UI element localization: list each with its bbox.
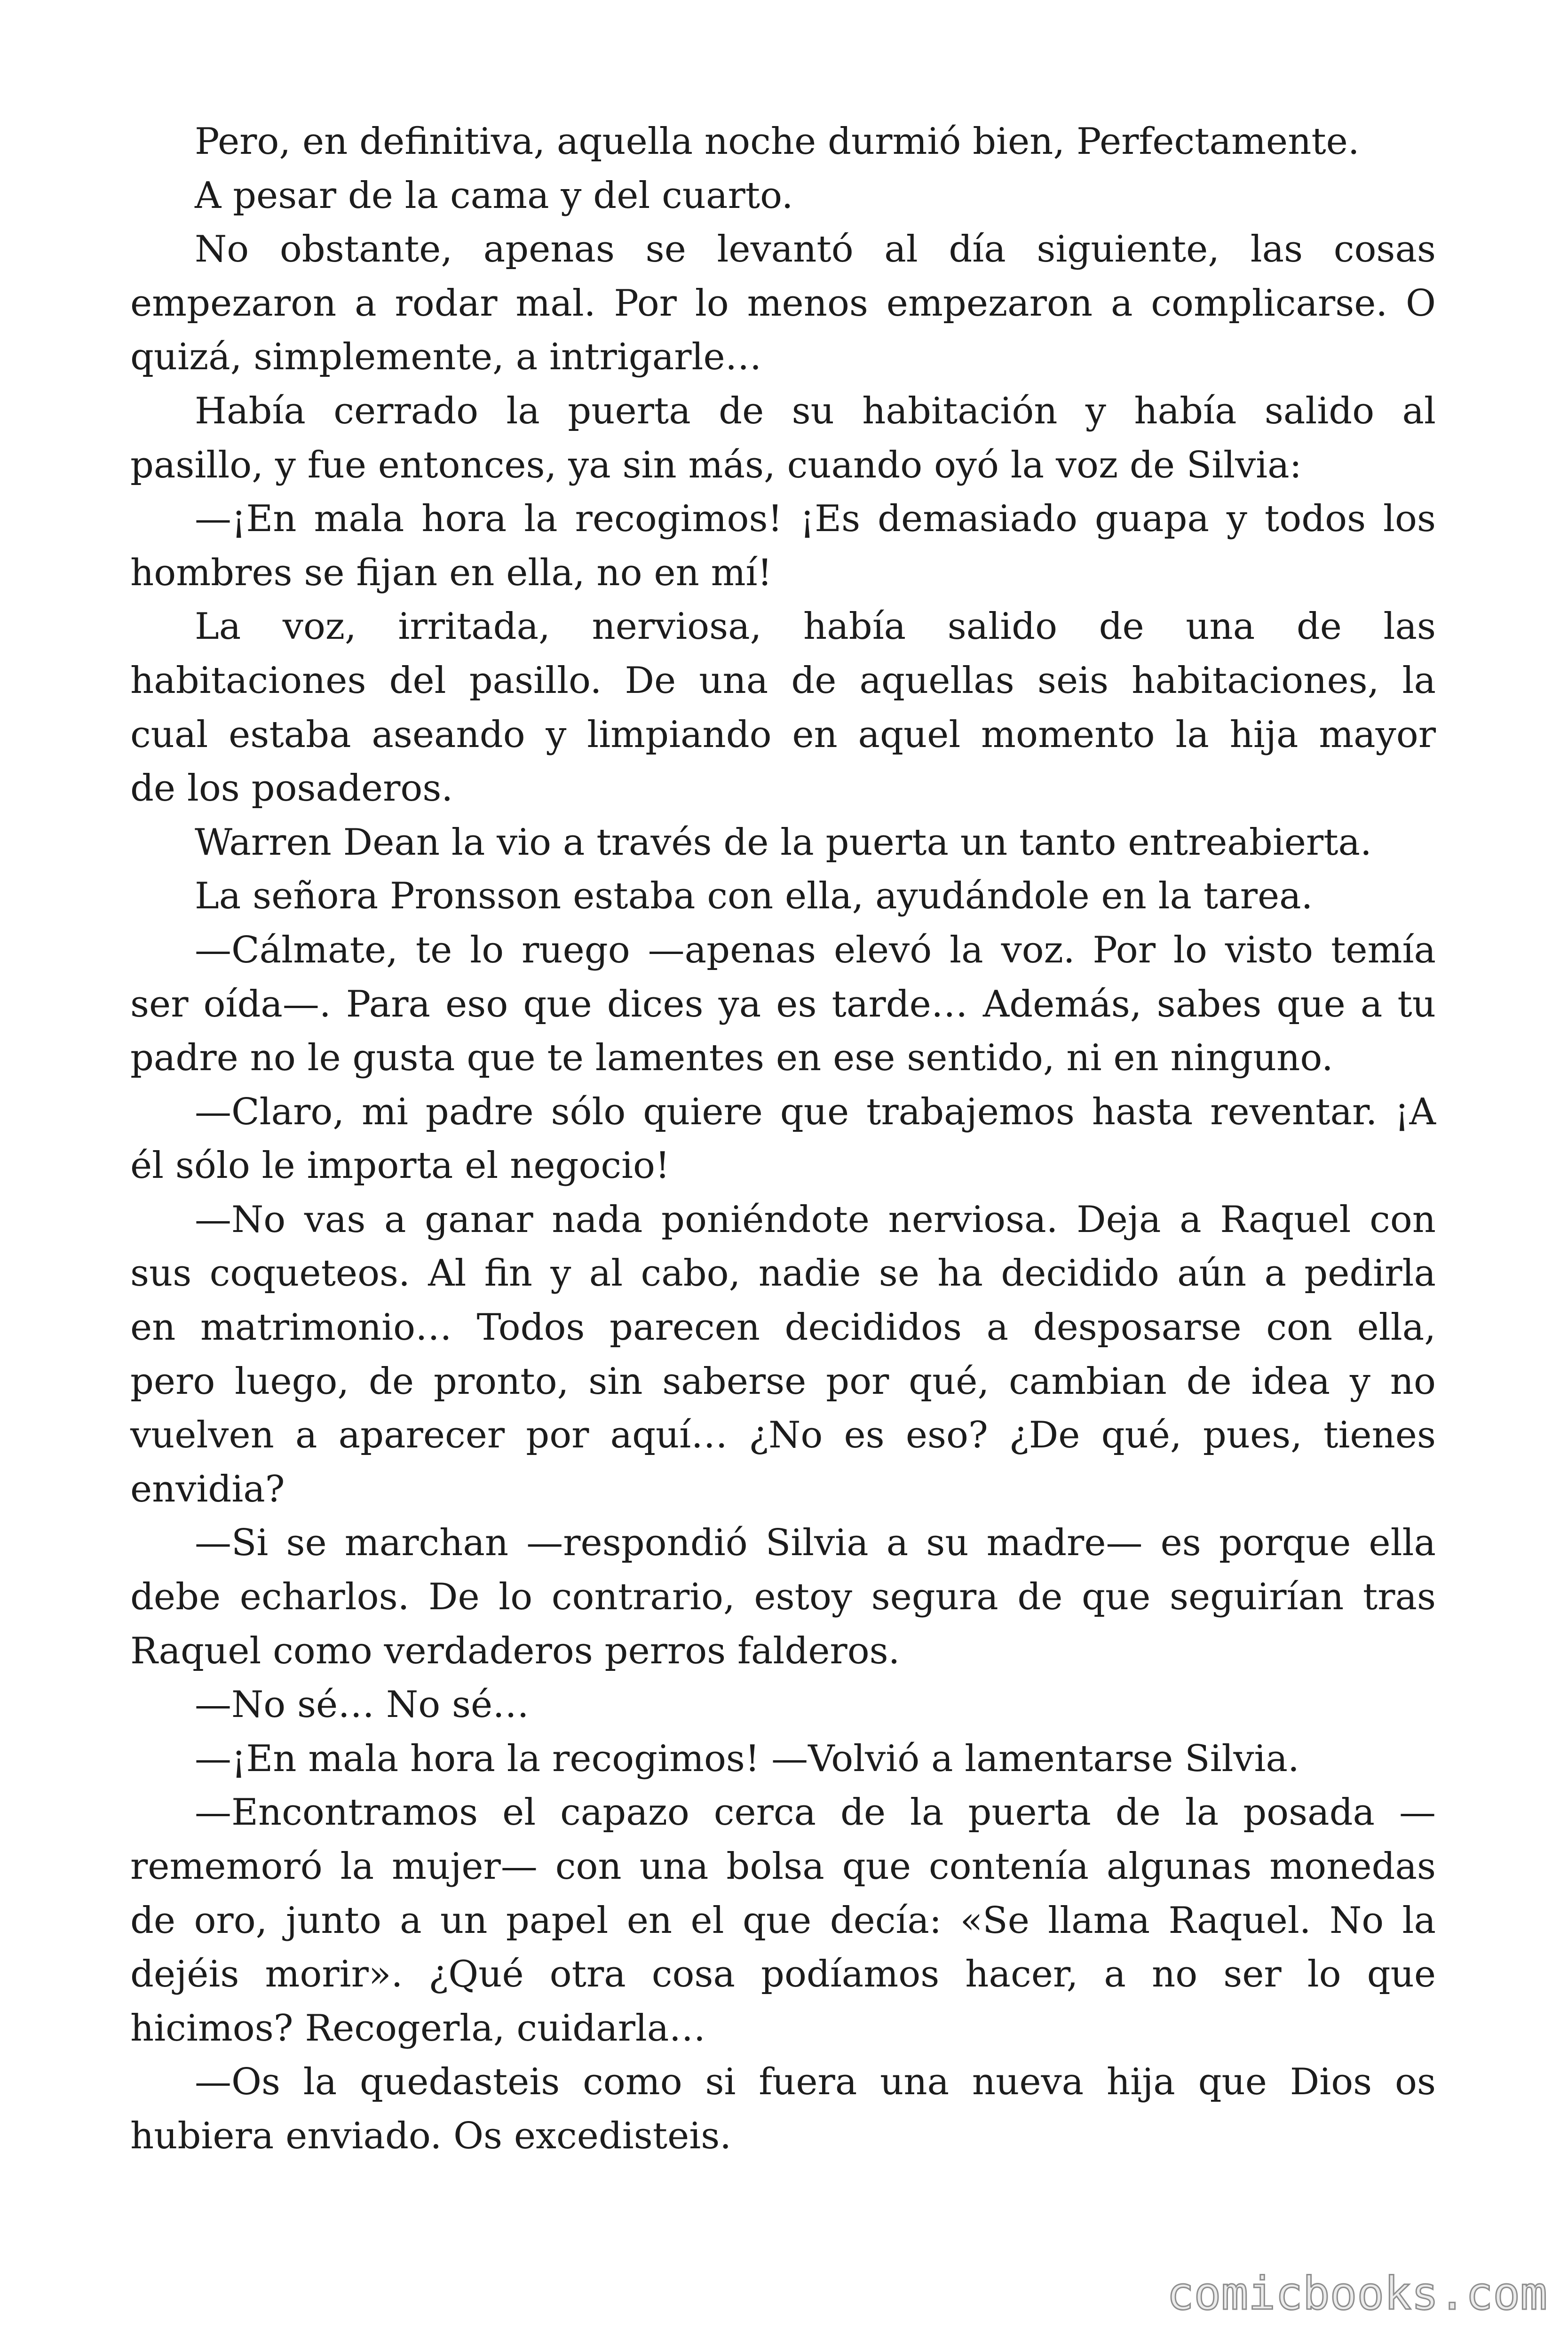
paragraph — [130, 169, 1436, 223]
paragraph — [130, 600, 1436, 815]
text-line: quizá, simplemente, a intrigarle… — [130, 336, 762, 379]
text-line: —Os la quedasteis como si fuera una nueva hija que Dios os — [195, 2061, 1436, 2104]
paragraph — [130, 816, 1436, 870]
text-line: él sólo le importa el negocio! — [130, 1144, 670, 1187]
text-line: Había cerrado la puerta de su habitación y había salido al — [195, 389, 1436, 432]
text-line: hubiera enviado. Os excedisteis. — [130, 2114, 732, 2157]
text-line: cual estaba aseando y limpiando en aquel momento la hija mayor — [130, 713, 1436, 756]
text-line: en matrimonio… Todos parecen decididos a desposarse con ella, — [130, 1306, 1436, 1349]
text-line: padre no le gusta que te lamentes en ese sentido, ni en ninguno. — [130, 1037, 1333, 1080]
text-line: dejéis morir». ¿Qué otra cosa podíamos hacer, a no ser lo que — [130, 1953, 1436, 1996]
paragraph — [130, 1516, 1436, 1678]
text-line: Raquel como verdaderos perros falderos. — [130, 1629, 900, 1672]
text-line: Warren Dean la vio a través de la puerta un tanto entreabierta. — [195, 821, 1372, 864]
paragraph — [130, 1678, 1436, 1732]
page-body-text — [130, 115, 1436, 2163]
text-line: —Cálmate, te lo ruego —apenas elevó la voz. Por lo visto temía — [195, 929, 1436, 971]
text-line: habitaciones del pasillo. De una de aquellas seis habitaciones, la — [130, 659, 1436, 702]
text-line: hombres se fijan en ella, no en mí! — [130, 551, 772, 594]
text-line: —¡En mala hora la recogimos! —Volvió a lamentarse Silvia. — [195, 1737, 1299, 1780]
paragraph — [130, 869, 1436, 923]
text-line: de oro, junto a un papel en el que decía: «Se llama Raquel. No la — [130, 1899, 1436, 1942]
text-line: La voz, irritada, nerviosa, había salido de una de las — [195, 605, 1436, 648]
text-line: No obstante, apenas se levantó al día siguiente, las cosas — [195, 228, 1436, 271]
paragraph — [130, 1732, 1436, 1786]
text-line: —Claro, mi padre sólo quiere que trabajemos hasta reventar. ¡A — [195, 1090, 1436, 1133]
paragraph — [130, 384, 1436, 492]
text-line: pero luego, de pronto, sin saberse por qué, cambian de idea y no — [130, 1360, 1436, 1403]
text-line: debe echarlos. De lo contrario, estoy segura de que seguirían tras — [130, 1576, 1436, 1619]
text-line: pasillo, y fue entonces, ya sin más, cuando oyó la voz de Silvia: — [130, 444, 1302, 486]
text-line: —No vas a ganar nada poniéndote nerviosa. Deja a Raquel con — [195, 1198, 1436, 1241]
text-line: sus coqueteos. Al fin y al cabo, nadie se ha decidido aún a pedirla — [130, 1252, 1436, 1295]
paragraph — [130, 1786, 1436, 2055]
text-line: Pero, en definitiva, aquella noche durmió bien, Perfectamente. — [195, 120, 1360, 163]
text-line: —Si se marchan —respondió Silvia a su madre— es porque ella — [195, 1522, 1436, 1565]
text-line: envidia? — [130, 1468, 285, 1510]
text-line: A pesar de la cama y del cuarto. — [195, 174, 793, 217]
paragraph — [130, 2055, 1436, 2163]
text-line: empezaron a rodar mal. Por lo menos empezaron a complicarse. O — [130, 282, 1436, 325]
text-line: —Encontramos el capazo cerca de la puerta de la posada — — [195, 1791, 1436, 1834]
paragraph — [130, 115, 1436, 169]
text-line: La señora Pronsson estaba con ella, ayudándole en la tarea. — [195, 875, 1313, 918]
paragraph — [130, 1193, 1436, 1517]
text-line: hicimos? Recogerla, cuidarla… — [130, 2007, 706, 2050]
watermark: comicbooks.com — [1166, 2267, 1547, 2320]
text-line: ser oída—. Para eso que dices ya es tarde… Además, sabes que a tu — [130, 983, 1436, 1025]
text-line: —No sé… No sé… — [195, 1684, 530, 1726]
text-line: de los posaderos. — [130, 767, 453, 810]
paragraph — [130, 923, 1436, 1085]
text-line: rememoró la mujer— con una bolsa que contenía algunas monedas — [130, 1845, 1436, 1888]
paragraph — [130, 222, 1436, 384]
text-line: vuelven a aparecer por aquí… ¿No es eso? ¿De qué, pues, tienes — [130, 1414, 1436, 1457]
paragraph — [130, 492, 1436, 600]
text-line: —¡En mala hora la recogimos! ¡Es demasiado guapa y todos los — [195, 498, 1436, 540]
paragraph — [130, 1085, 1436, 1193]
